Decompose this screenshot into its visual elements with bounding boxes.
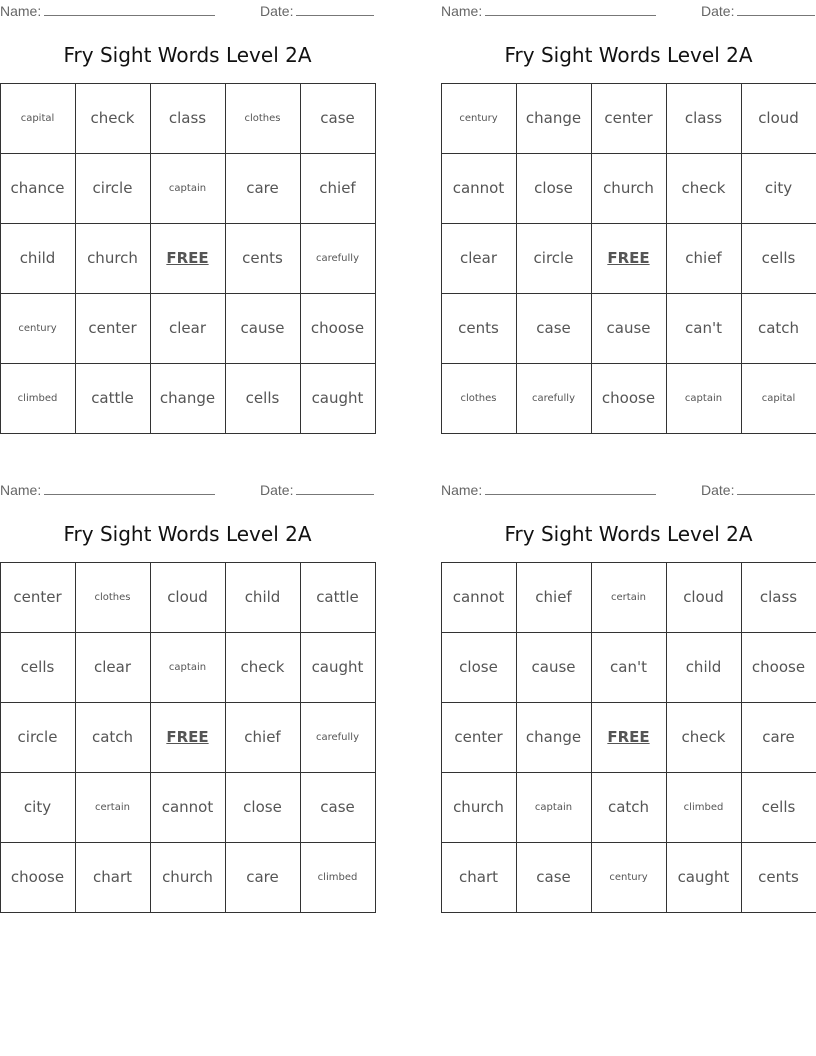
word-cell: change [516,83,592,154]
word-cell: center [591,83,667,154]
word-cell: chief [666,223,742,294]
word-cell: clothes [225,83,301,154]
word-cell: chief [225,702,301,773]
word-cell: care [741,702,816,773]
word-cell: change [150,363,226,434]
name-blank-line [44,482,215,495]
name-field [0,482,215,498]
name-label: Name: [0,3,42,19]
word-cell: capital [741,363,816,434]
word-cell: close [225,772,301,843]
bingo-card-2 [441,0,816,407]
word-cell: church [150,842,226,913]
word-cell: clear [75,632,151,703]
word-cell: cells [0,632,76,703]
bingo-card-1 [0,0,375,407]
word-cell: cannot [441,562,517,633]
name-field [441,3,656,19]
card-title: Fry Sight Words Level 2A [63,522,312,546]
word-cell: cause [591,293,667,364]
free-space-cell: FREE [150,702,226,773]
name-blank-line [485,482,656,495]
word-cell: century [0,293,76,364]
word-cell: cloud [150,562,226,633]
word-cell: change [516,702,592,773]
word-cell: child [666,632,742,703]
word-cell: century [441,83,517,154]
word-cell: captain [666,363,742,434]
name-label: Name: [0,482,42,498]
bingo-grid [0,562,375,912]
word-cell: chance [0,153,76,224]
card-header [0,479,375,501]
date-field [701,3,815,19]
word-cell: child [0,223,76,294]
name-field [441,482,656,498]
word-cell: climbed [0,363,76,434]
date-label: Date: [260,482,294,498]
word-cell: church [441,772,517,843]
word-cell: clothes [441,363,517,434]
word-cell: caught [300,363,376,434]
free-space-cell: FREE [591,223,667,294]
word-cell: check [666,153,742,224]
word-cell: clothes [75,562,151,633]
name-label: Name: [441,3,483,19]
word-cell: case [516,842,592,913]
bingo-grid [0,83,375,433]
word-cell: center [441,702,517,773]
word-cell: circle [0,702,76,773]
word-cell: caught [666,842,742,913]
word-cell: chart [441,842,517,913]
word-cell: cattle [300,562,376,633]
word-cell: capital [0,83,76,154]
bingo-card-4 [441,479,816,886]
word-cell: chief [300,153,376,224]
date-label: Date: [701,482,735,498]
word-cell: carefully [300,702,376,773]
word-cell: cents [225,223,301,294]
word-cell: center [75,293,151,364]
word-cell: certain [591,562,667,633]
date-field [701,482,815,498]
word-cell: carefully [516,363,592,434]
word-cell: cloud [666,562,742,633]
word-cell: class [666,83,742,154]
date-blank-line [737,482,815,495]
word-cell: cells [741,772,816,843]
word-cell: catch [75,702,151,773]
word-cell: choose [741,632,816,703]
word-cell: chart [75,842,151,913]
free-space-cell: FREE [150,223,226,294]
word-cell: captain [150,153,226,224]
word-cell: case [300,772,376,843]
word-cell: care [225,842,301,913]
card-header [441,0,816,22]
word-cell: choose [591,363,667,434]
word-cell: church [591,153,667,224]
word-cell: cents [441,293,517,364]
word-cell: church [75,223,151,294]
word-cell: carefully [300,223,376,294]
word-cell: care [225,153,301,224]
free-space-cell: FREE [591,702,667,773]
word-cell: class [150,83,226,154]
word-cell: cause [225,293,301,364]
date-label: Date: [260,3,294,19]
word-cell: city [741,153,816,224]
word-cell: chief [516,562,592,633]
word-cell: clear [441,223,517,294]
word-cell: check [75,83,151,154]
card-header [441,479,816,501]
date-blank-line [737,3,815,16]
word-cell: captain [516,772,592,843]
word-cell: cannot [150,772,226,843]
name-blank-line [485,3,656,16]
word-cell: check [225,632,301,703]
word-cell: caught [300,632,376,703]
word-cell: cause [516,632,592,703]
word-cell: cells [225,363,301,434]
word-cell: city [0,772,76,843]
word-cell: captain [150,632,226,703]
word-cell: cents [741,842,816,913]
date-blank-line [296,3,374,16]
word-cell: circle [75,153,151,224]
word-cell: clear [150,293,226,364]
word-cell: climbed [300,842,376,913]
word-cell: child [225,562,301,633]
word-cell: can't [666,293,742,364]
card-title: Fry Sight Words Level 2A [63,43,312,67]
date-field [260,482,374,498]
bingo-card-3 [0,479,375,886]
word-cell: catch [741,293,816,364]
word-cell: can't [591,632,667,703]
word-cell: close [516,153,592,224]
word-cell: close [441,632,517,703]
word-cell: case [300,83,376,154]
word-cell: catch [591,772,667,843]
word-cell: climbed [666,772,742,843]
word-cell: case [516,293,592,364]
bingo-grid [441,562,816,912]
word-cell: choose [0,842,76,913]
date-blank-line [296,482,374,495]
word-cell: cells [741,223,816,294]
date-field [260,3,374,19]
word-cell: class [741,562,816,633]
card-title: Fry Sight Words Level 2A [504,522,753,546]
word-cell: circle [516,223,592,294]
card-header [0,0,375,22]
name-field [0,3,215,19]
date-label: Date: [701,3,735,19]
name-label: Name: [441,482,483,498]
word-cell: certain [75,772,151,843]
name-blank-line [44,3,215,16]
word-cell: check [666,702,742,773]
word-cell: choose [300,293,376,364]
word-cell: cannot [441,153,517,224]
word-cell: center [0,562,76,633]
bingo-grid [441,83,816,433]
card-title: Fry Sight Words Level 2A [504,43,753,67]
word-cell: century [591,842,667,913]
word-cell: cloud [741,83,816,154]
word-cell: cattle [75,363,151,434]
